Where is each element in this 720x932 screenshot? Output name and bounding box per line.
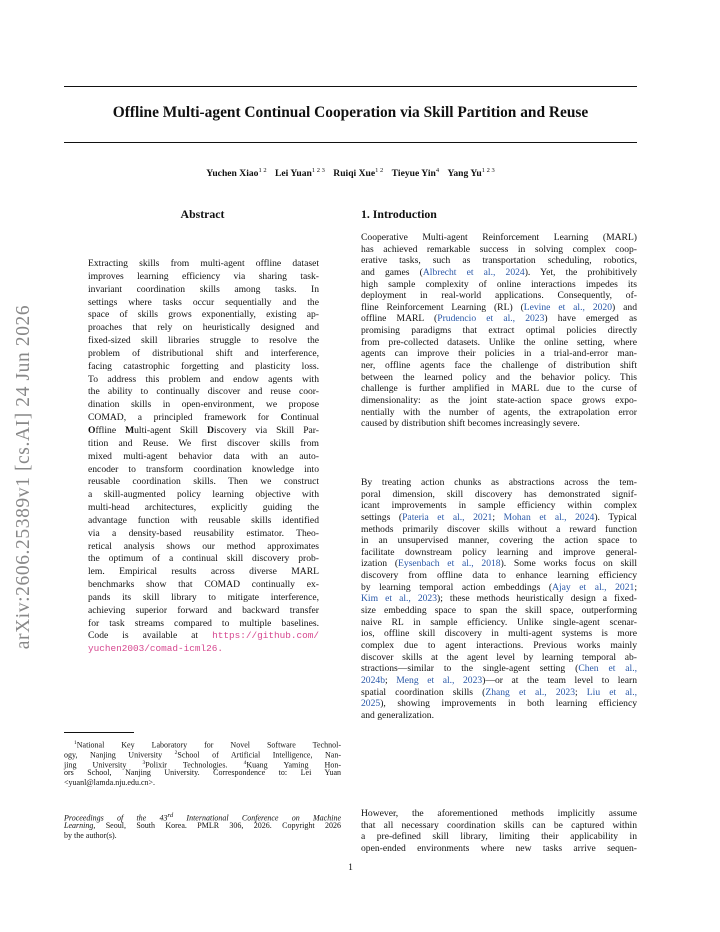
author: Yang $Yu^{1 2 3}$ <box>447 167 495 180</box>
abstract-heading: Abstract <box>180 207 225 221</box>
page-number: 1 <box>348 862 353 873</box>
code-link[interactable]: https://github.com/ <box>212 630 319 642</box>
arxiv-identifier: arXiv:2606.25389v1 [cs.AI] 24 Jun 2026 <box>13 304 34 650</box>
paper-title: Offline Multi-agent Continual Cooperation via Skill Partition and Reuse <box>112 104 589 121</box>
author: Lei Yuan$^{1 2 3}$ <box>274 167 325 180</box>
intro-paragraph-2: By treating action chunks as abstractions across the tem- poral dimension, skill discovery has demonstrated signif- icant improvements in sample efficiency within complex settings (Pateria et al., 2021; Mohan et al., 2024). Typical methods primarily discover skills without a reward function in an unsupervised manner, covering the action space to facilitate downstream policy learning and improve general- ization (Eysenbach et al., 2018). Some works focus on skill discovery from offline data to enhance learning efficiency by learning temporal action embeddings (Ajay et al., 2021; Kim et al., 2023); these methods heuristically design a fixed- size embedding space to span the skill space, outperforming naive RL in sample efficiency. Unlike single-agent scenar- ios, offline skill discovery in multi-agent systems is more complex due to agent interactions. Previous works mainly discover skills at the agent level by learning temporal ab- stractions—similar to the single-agent setting (Chen et al., 2024b; Meng et al., 2023)—or at the team level to learn spatial coordination skills (Zhang et al., 2023; Liu et al., 2025), showing improvements in both learning efficiency and generalization. <box>361 477 637 721</box>
intro-paragraph-3: However, the aforementioned methods implicitly assume that all necessary coordination skills can be captured within a pre-defined skill library, limiting their applicability in open-ended environments where new tasks arrive sequen- <box>361 808 637 854</box>
footnote-rule <box>64 732 134 733</box>
code-link-continued[interactable]: yuchen2003/comad-icml26. <box>88 643 224 655</box>
abstract-body: Extracting skills from multi-agent offline dataset improves learning efficiency via sharing task- invariant coordination skills among tasks. In settings where tasks occur sequentially and the space of skills grows exponentially, existing ap- proaches that rely on heuristically designed and fixed-sized skill libraries struggle to resolve the problem of distributional shift and interference, facing catastrophic forgetting and plasticity loss. To address this problem and endow agents with the ability to continually discover and reuse coor- dination skills in open-environment, we propose COMAD, a principled framework for Continual Offline Multi-agent Skill Discovery via Skill Par- tition and Reuse. We first discover skills from mixed multi-agent behavior data with an auto- encoder to transform coordination knowledge into reusable coordination skills. Then we construct a skill-augmented policy learning objective with multi-head architectures, explicitly guiding the advantage function with reusable skills identified via a density-based reusability estimator. Theo- retical analysis shows our method approximates the optimum of a continual skill discovery prob- lem. Empirical results across diverse MARL benchmarks show that COMAD continually ex- pands its skill library to mitigate interference, achieving superior forward and backward transfer for task streams compared to multiple baselines. Code is available at https://github.com/ yuchen2003/comad-icml26. <box>88 258 319 655</box>
author: Ruiqi Xue$^{1 2}$ <box>333 167 384 180</box>
title-top-rule <box>64 86 637 87</box>
intro-paragraph-1: Cooperative Multi-agent Reinforcement Learning (MARL) has achieved remarkable success in solving complex coop- erative tasks, such as transportation scheduling, robotics, and games (Albrecht et al., 2024). Yet, the prohibitively high sample complexity of online interactions impedes its deployment in real-world applications. Consequently, of- fline Reinforcement Learning (RL) (Levine et al., 2020) and offline MARL (Prudencio et al., 2023) have emerged as promising paradigms that extract optimal policies directly from pre-collected datasets. Unlike the online setting, where agents can improve their policies in a trial-and-error man- ner, offline agents face the challenge of distribution shift between the learned policy and the behavior policy. This challenge is further amplified in MARL due to the curse of dimensionality: as the joint state-action space grows expo- nentially with the number of agents, the extrapolation error caused by distribution shift becomes increasingly severe. <box>361 232 637 430</box>
author-list <box>64 167 637 179</box>
author: Tieyue Yin$^4$ <box>391 167 440 180</box>
abstract-line-continual: COMAD, a principled framework for Continual <box>88 412 319 424</box>
affiliation-footnote: $^1$National Key Laboratory for Novel Software Technol- ogy, Nanjing University $^2$School of Artificial Intelligence, Nan- jing University $^3$Polixir Technologies. $^4$Kuang Yaming Hon- ors School, Nanjing University. Correspondence to: Lei Yuan <yuanl@lamda.nju.edu.cn>. <box>64 740 342 788</box>
code-link-line: Code is available at https://github.com/ <box>88 630 319 642</box>
proceedings-note: Proceedings of the 43rd International Conference on Machine Learning, Seoul, South Korea. PMLR 306, 2026. Copyright 2026 by the author(s). <box>64 812 341 841</box>
abstract-line-acronym: Offline Multi-agent Skill Discovery via Skill Par- <box>88 424 319 436</box>
author: Yuchen Xiao$^{1 2}$ <box>206 167 267 180</box>
title-bottom-rule <box>64 142 637 143</box>
introduction-heading: 1. Introduction <box>361 207 437 221</box>
